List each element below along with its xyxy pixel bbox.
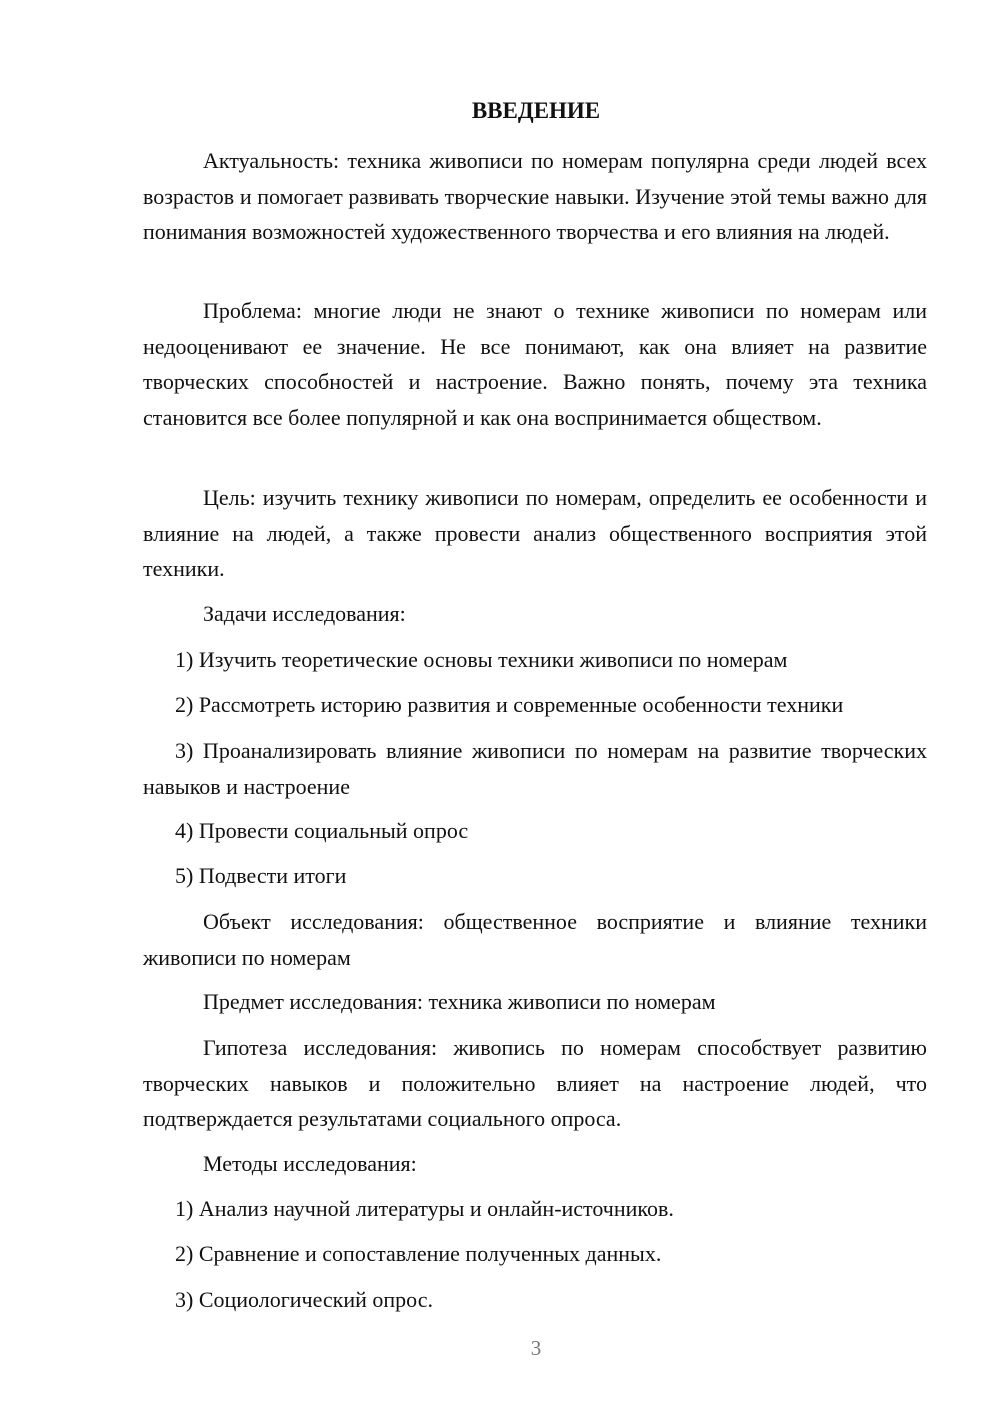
task-item-2: 2) Рассмотреть историю развития и современные особенности техники	[175, 692, 844, 717]
method-item-1: 1) Анализ научной литературы и онлайн-источников.	[175, 1196, 674, 1221]
method-item-2: 2) Сравнение и сопоставление полученных данных.	[175, 1241, 662, 1266]
object-paragraph: Объект исследования: общественное восприятие и влияние техники живописи по номерам	[143, 909, 927, 970]
tasks-heading: Задачи исследования:	[203, 601, 406, 626]
page-title: ВВЕДЕНИЕ	[471, 98, 601, 123]
method-item-3: 3) Социологический опрос.	[175, 1287, 433, 1312]
task-item-1: 1) Изучить теоретические основы техники живописи по номерам	[175, 647, 788, 672]
task-item-5: 5) Подвести итоги	[175, 863, 347, 888]
page-number: 3	[530, 1336, 542, 1360]
relevance-paragraph: Актуальность: техника живописи по номерам популярна среди людей всех возрастов и помогает развивать творческие навыки. Изучение этой темы важно для понимания возможностей художественного творчества и его влияния на людей.	[143, 148, 927, 244]
hypothesis-paragraph: Гипотеза исследования: живопись по номерам способствует развитию творческих навыков и положительно влияет на настроение людей, что подтверждается результатами социального опроса.	[143, 1035, 927, 1131]
subject-paragraph: Предмет исследования: техника живописи по номерам	[203, 989, 716, 1014]
task-item-4: 4) Провести социальный опрос	[175, 818, 469, 843]
methods-heading: Методы исследования:	[203, 1151, 417, 1176]
task-item-3: 3) Проанализировать влияние живописи по номерам на развитие творческих навыков и настроение	[143, 738, 927, 799]
goal-paragraph: Цель: изучить технику живописи по номерам, определить ее особенности и влияние на людей, а также провести анализ общественного восприятия этой техники.	[143, 485, 927, 581]
problem-paragraph: Проблема: многие люди не знают о технике живописи по номерам или недооценивают ее значение. Не все понимают, как она влияет на развитие творческих способностей и настроение. Важно понять, почему эта техника становится все более популярной и как она воспринимается обществом.	[143, 298, 927, 430]
